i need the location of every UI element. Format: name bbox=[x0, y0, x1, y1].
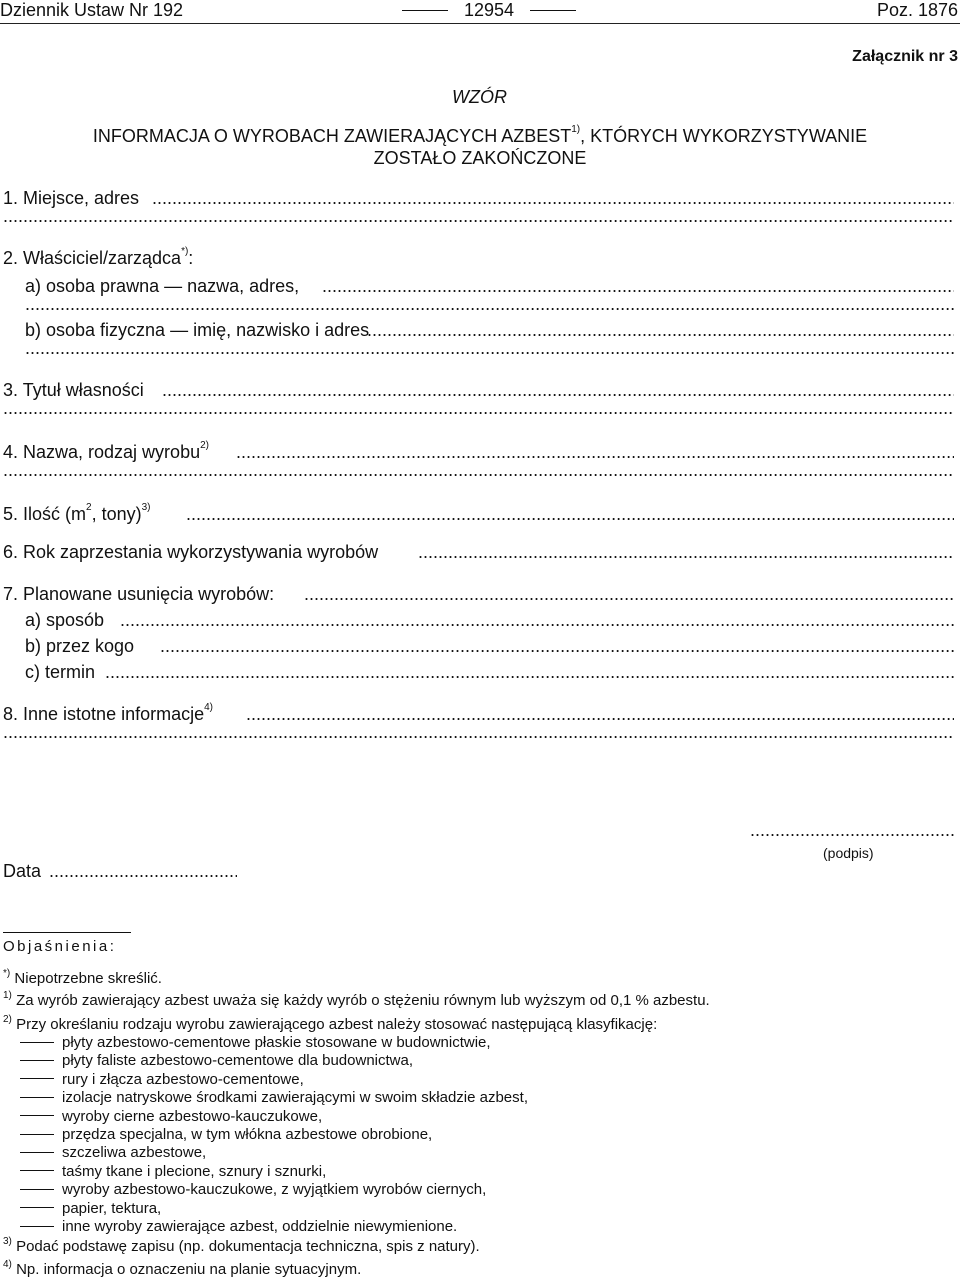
classification-item-text: wyroby cierne azbestowo-kauczukowe, bbox=[62, 1107, 323, 1125]
classification-item bbox=[20, 1218, 457, 1235]
classification-item bbox=[20, 1034, 491, 1051]
note-mark: 4) bbox=[3, 1259, 12, 1270]
classification-item bbox=[20, 1108, 322, 1125]
field-owner-legal-label: a) osoba prawna — nazwa, adres, bbox=[25, 276, 300, 296]
signature-label: (podpis) bbox=[823, 845, 874, 861]
field-product-dots-2[interactable] bbox=[3, 460, 954, 481]
classification-item-text: taśmy tkane i plecione, sznury i sznurki, bbox=[62, 1162, 327, 1180]
journal-title: Dziennik Ustaw Nr 192 bbox=[0, 0, 184, 20]
date-label: Data bbox=[3, 861, 42, 881]
em-dash bbox=[20, 1115, 54, 1116]
classification-item-text: izolacje natryskowe środkami zawierającymi w swoim składzie azbest, bbox=[62, 1089, 528, 1107]
footnote-ref: 2) bbox=[200, 440, 209, 451]
field-removal-date-label: c) termin bbox=[25, 662, 96, 682]
annex-label: Załącznik nr 3 bbox=[852, 48, 958, 65]
em-dash bbox=[20, 1097, 54, 1098]
field-owner-legal-continuation bbox=[0, 294, 960, 316]
classification-item-text: szczeliwa azbestowe, bbox=[62, 1144, 207, 1162]
title-text: INFORMACJA O WYROBACH ZAWIERAJĄCYCH AZBEST bbox=[92, 126, 572, 146]
field-year-dots[interactable] bbox=[418, 542, 954, 563]
signature-dots[interactable] bbox=[750, 820, 954, 841]
field-removal-dots[interactable] bbox=[304, 584, 954, 605]
classification-item-text: inne wyroby zawierające azbest, oddzielnie niewymienione. bbox=[62, 1218, 458, 1235]
note-text: Np. informacja o oznaczeniu na planie sytuacyjnym. bbox=[16, 1261, 362, 1278]
field-other-label: 8. Inne istotne informacje$^{4)}$ bbox=[3, 702, 214, 724]
classification-item bbox=[20, 1181, 486, 1198]
em-dash bbox=[20, 1152, 54, 1153]
classification-item-text: przędza specjalna, w tym włókna azbestowe obrobione, bbox=[62, 1126, 433, 1143]
em-dash bbox=[20, 1170, 54, 1171]
classification-item-text: wyroby azbestowo-kauczukowe, z wyjątkiem wyrobów ciernych, bbox=[62, 1181, 487, 1199]
field-removal-method-dots[interactable] bbox=[120, 610, 954, 631]
note-1 bbox=[3, 992, 710, 1009]
note-text: Przy określaniu rodzaju wyrobu zawierającego azbest należy stosować następującą klasyfikację: bbox=[16, 1016, 658, 1033]
title-text-suffix: , KTÓRYCH WYKORZYSTYWANIE bbox=[580, 126, 868, 146]
date-row bbox=[0, 861, 960, 883]
note-3 bbox=[3, 1238, 480, 1255]
note-text: Za wyrób zawierający azbest uważa się każdy wyrób o stężeniu równym lub wyższym od 0,1 % azbestu. bbox=[16, 992, 710, 1009]
field-removal-by-label: b) przez kogo bbox=[25, 636, 135, 656]
notes-heading: Objaśnienia: bbox=[3, 938, 117, 955]
field-owner-row bbox=[0, 248, 960, 270]
classification-item bbox=[20, 1163, 326, 1180]
field-removal-by-dots[interactable] bbox=[160, 636, 954, 657]
classification-item bbox=[20, 1071, 304, 1088]
field-removal-date-row bbox=[0, 662, 960, 684]
footnote-ref: *) bbox=[181, 246, 189, 257]
note-star bbox=[3, 970, 162, 987]
title-footnote-ref: 1) bbox=[571, 124, 581, 135]
superscript-2: 2 bbox=[86, 502, 92, 513]
field-ownership-title-dots-2[interactable] bbox=[3, 398, 954, 419]
signature-line-row bbox=[0, 820, 960, 842]
field-removal-row bbox=[0, 584, 960, 606]
field-other-continuation bbox=[0, 722, 960, 744]
note-text: Podać podstawę zapisu (np. dokumentacja techniczna, spis z natury). bbox=[16, 1238, 480, 1255]
classification-item bbox=[20, 1126, 432, 1143]
field-quantity-dots[interactable] bbox=[186, 504, 954, 525]
classification-item-text: płyty faliste azbestowo-cementowe dla budownictwa, bbox=[62, 1052, 414, 1070]
position-number: Poz. 1876 bbox=[876, 0, 958, 20]
notes-separator bbox=[3, 932, 131, 933]
em-dash bbox=[20, 1078, 54, 1079]
page-number: 12954 bbox=[464, 0, 515, 20]
field-product-continuation bbox=[0, 460, 960, 482]
page-number-group bbox=[402, 0, 584, 21]
classification-item-text: papier, tektura, bbox=[62, 1199, 162, 1217]
field-removal-label: 7. Planowane usunięcia wyrobów: bbox=[3, 584, 275, 604]
field-ownership-title-label: 3. Tytuł własności bbox=[3, 380, 144, 400]
field-owner-label: 2. Właściciel/zarządca*): bbox=[3, 246, 194, 268]
classification-item-text: rury i złącza azbestowo-cementowe, bbox=[62, 1070, 304, 1088]
field-quantity-row bbox=[0, 504, 960, 526]
classification-item bbox=[20, 1200, 161, 1217]
field-location-continuation bbox=[0, 206, 960, 228]
note-mark: 1) bbox=[3, 990, 12, 1001]
field-removal-date-dots[interactable] bbox=[105, 662, 954, 683]
footnote-ref: 4) bbox=[204, 702, 214, 713]
em-dash bbox=[20, 1042, 54, 1043]
note-mark: *) bbox=[3, 968, 11, 979]
date-dots[interactable] bbox=[49, 861, 237, 882]
classification-item bbox=[20, 1144, 206, 1161]
note-2 bbox=[3, 1016, 657, 1033]
em-dash bbox=[20, 1207, 54, 1208]
note-4 bbox=[3, 1261, 361, 1278]
field-quantity-label: 5. Ilość ($m^2$, tony)$^{3)}$ bbox=[3, 502, 151, 524]
document-title-line2: ZOSTAŁO ZAKOŃCZONE bbox=[373, 148, 587, 168]
em-dash bbox=[20, 1189, 54, 1190]
document-title-line1 bbox=[0, 126, 960, 147]
field-owner-natural-dots-2[interactable] bbox=[25, 338, 954, 359]
em-dash bbox=[20, 1060, 54, 1061]
header-rule bbox=[0, 23, 960, 24]
classification-item-text: płyty azbestowo-cementowe płaskie stosowane w budownictwie, bbox=[62, 1034, 491, 1051]
field-location-label: 1. Miejsce, adres bbox=[3, 188, 140, 208]
note-mark: 2) bbox=[3, 1014, 12, 1025]
footnote-ref: 3) bbox=[141, 502, 151, 513]
template-label: WZÓR bbox=[452, 87, 507, 107]
field-removal-by-row bbox=[0, 636, 960, 658]
field-location-dots-2[interactable] bbox=[3, 206, 954, 227]
em-dash-left bbox=[402, 10, 448, 11]
note-text: Niepotrzebne skreślić. bbox=[14, 970, 162, 987]
field-owner-natural-continuation bbox=[0, 338, 960, 360]
em-dash-right bbox=[530, 10, 576, 11]
classification-item bbox=[20, 1089, 528, 1106]
field-title-continuation bbox=[0, 398, 960, 420]
field-owner-natural-label: b) osoba fizyczna — imię, nazwisko i adres bbox=[25, 320, 370, 340]
classification-item bbox=[20, 1052, 413, 1069]
em-dash bbox=[20, 1226, 54, 1227]
field-owner-legal-dots-2[interactable] bbox=[25, 294, 954, 315]
note-mark: 3) bbox=[3, 1236, 12, 1247]
field-year-row bbox=[0, 542, 960, 564]
field-other-dots-2[interactable] bbox=[3, 722, 954, 743]
field-removal-method-label: a) sposób bbox=[25, 610, 105, 630]
field-product-label: 4. Nazwa, rodzaj wyrobu$^{2)}$ bbox=[3, 440, 209, 462]
field-removal-method-row bbox=[0, 610, 960, 632]
em-dash bbox=[20, 1134, 54, 1135]
field-year-label: 6. Rok zaprzestania wykorzystywania wyrobów bbox=[3, 542, 379, 562]
